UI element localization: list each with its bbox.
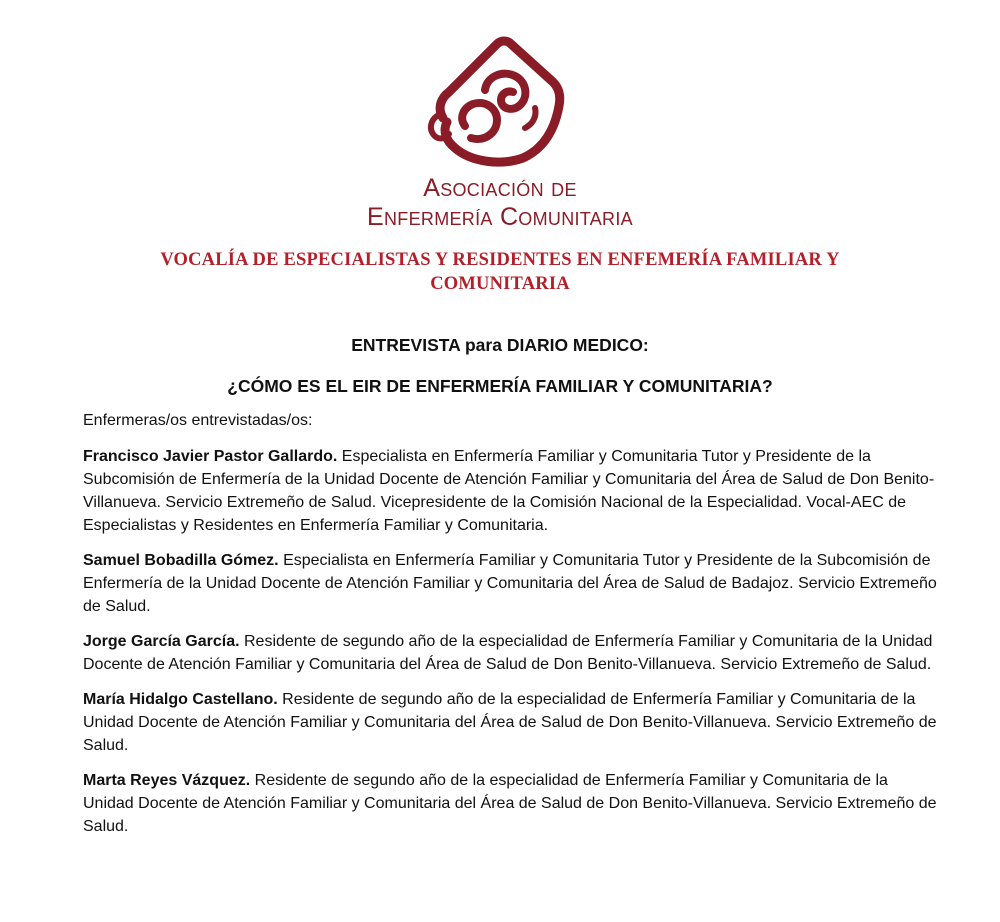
interview-question: ¿CÓMO ES EL EIR DE ENFERMERÍA FAMILIAR Y COMUNITARIA? <box>227 376 773 396</box>
interviewee-entry <box>83 549 943 618</box>
vocalia-heading-line1: VOCALÍA DE ESPECIALISTAS Y RESIDENTES EN ENFEMERÍA FAMILIAR Y <box>160 250 840 270</box>
interviewee-entry <box>83 769 943 838</box>
organization-name <box>0 174 1000 232</box>
organization-name-line2: Enfermería Comunitaria <box>367 203 633 231</box>
interviewee-description: Residente de segundo año de la especialidad de Enfermería Familiar y Comunitaria de la Unidad Docente de Atención Familiar y Comunitaria del Área de Salud de Don Benito-Villanueva. Servicio Extremeño de Salud. <box>83 691 937 754</box>
interviewee-entry <box>83 445 943 537</box>
interviewee-description: Especialista en Enfermería Familiar y Comunitaria Tutor y Presidente de la Subcomisión de Enfermería de la Unidad Docente de Atención Familiar y Comunitaria del Área de Salud de Don Benito-Villanueva. Servicio Extremeño de Salud. Vicepresidente de la Comisión Nacional de la Especialidad. Vocal-AEC de Especialistas y Residentes en Enfermería Familiar y Comunitaria. <box>83 448 935 534</box>
spiral-house-logo-icon <box>425 30 575 170</box>
interviewee-name: Francisco Javier Pastor Gallardo. <box>83 448 338 465</box>
interviewee-list <box>83 445 943 850</box>
vocalia-heading-line2: COMUNITARIA <box>430 274 570 294</box>
vocalia-heading <box>60 248 940 296</box>
interviewee-description: Residente de segundo año de la especialidad de Enfermería Familiar y Comunitaria de la Unidad Docente de Atención Familiar y Comunitaria del Área de Salud de Don Benito-Villanueva. Servicio Extremeño de Salud. <box>83 772 937 835</box>
interviewee-name: Marta Reyes Vázquez. <box>83 772 251 789</box>
interviewees-intro: Enfermeras/os entrevistadas/os: <box>83 412 313 429</box>
interviewee-name: Jorge García García. <box>83 633 240 650</box>
interviewee-description: Residente de segundo año de la especialidad de Enfermería Familiar y Comunitaria de la Unidad Docente de Atención Familiar y Comunitaria del Área de Salud de Don Benito-Villanueva. Servicio Extremeño de Salud. <box>83 633 933 673</box>
interviewee-name: Samuel Bobadilla Gómez. <box>83 552 279 569</box>
interviewee-entry <box>83 630 943 676</box>
organization-header <box>0 30 1000 232</box>
interview-title: ENTREVISTA para DIARIO MEDICO: <box>351 335 649 355</box>
interviewee-entry <box>83 688 943 757</box>
interviewee-name: María Hidalgo Castellano. <box>83 691 278 708</box>
interviewee-description: Especialista en Enfermería Familiar y Comunitaria Tutor y Presidente de la Subcomisión de Enfermería de la Unidad Docente de Atención Familiar y Comunitaria del Área de Salud de Badajoz. Servicio Extremeño de Salud. <box>83 552 937 615</box>
organization-name-line1: Asociación de <box>423 174 577 202</box>
